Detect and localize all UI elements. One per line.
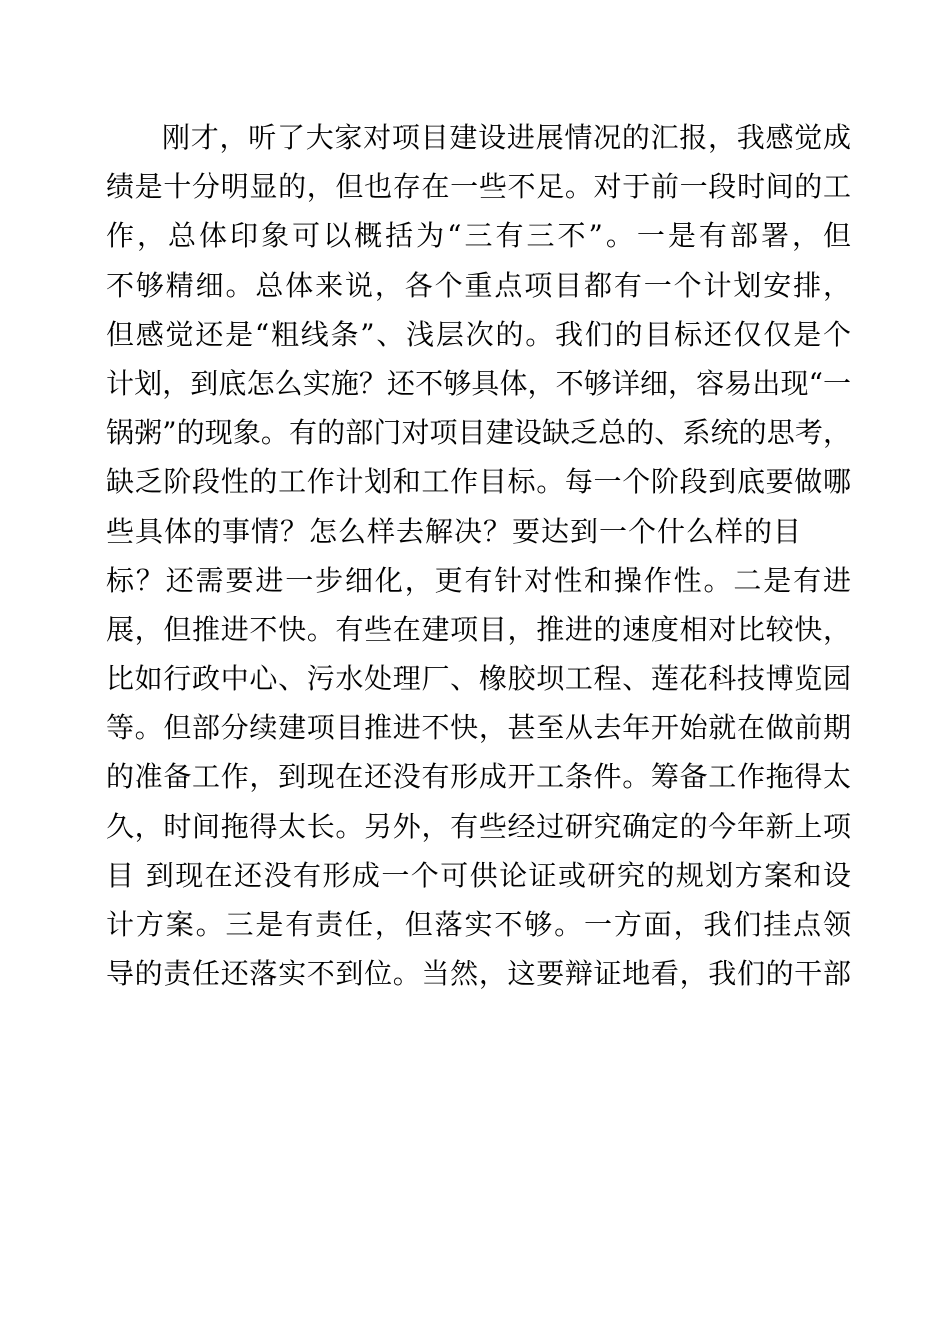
text-line: 展，但推进不快。有些在建项目，推进的速度相对比较快， (106, 612, 851, 646)
text-line: 刚才，听了大家对项目建设进展情况的汇报，我感觉成 (162, 121, 851, 154)
text-line: 绩是十分明显的，但也存在一些不足。对于前一段时间的工 (106, 170, 851, 204)
text-line: 导的责任还落实不到位。当然，这要辩证地看，我们的干部 (106, 957, 851, 991)
text-line: 计划，到底怎么实施？还不够具体，不够详细，容易出现“一 (106, 366, 851, 400)
text-line: 目 到现在还没有形成一个可供论证或研究的规划方案和设 (106, 858, 851, 892)
text-line: 标？还需要进一步细化，更有针对性和操作性。二是有进 (106, 563, 851, 597)
text-line: 不够精细。总体来说，各个重点项目都有一个计划安排， (106, 268, 851, 302)
text-line: 缺乏阶段性的工作计划和工作目标。每一个阶段到底要做哪 (106, 465, 851, 499)
text-line: 久，时间拖得太长。另外，有些经过研究确定的今年新上项 (106, 809, 851, 843)
text-line: 比如行政中心、污水处理厂、橡胶坝工程、莲花科技博览园 (106, 662, 851, 696)
text-line: 但感觉还是“粗线条”、浅层次的。我们的目标还仅仅是个 (106, 317, 851, 351)
text-line: 锅粥”的现象。有的部门对项目建设缺乏总的、系统的思考， (106, 416, 851, 450)
text-line: 些具体的事情？怎么样去解决？要达到一个什么样的目 (106, 514, 803, 548)
text-line: 计方案。三是有责任，但落实不够。一方面，我们挂点领 (106, 908, 851, 941)
text-line: 等。但部分续建项目推进不快，甚至从去年开始就在做前期 (106, 711, 851, 745)
body-paragraph (106, 113, 851, 998)
text-line: 作，总体印象可以概括为“三有三不”。一是有部署，但 (106, 219, 851, 253)
text-line: 的准备工作，到现在还没有形成开工条件。筹备工作拖得太 (106, 760, 851, 794)
